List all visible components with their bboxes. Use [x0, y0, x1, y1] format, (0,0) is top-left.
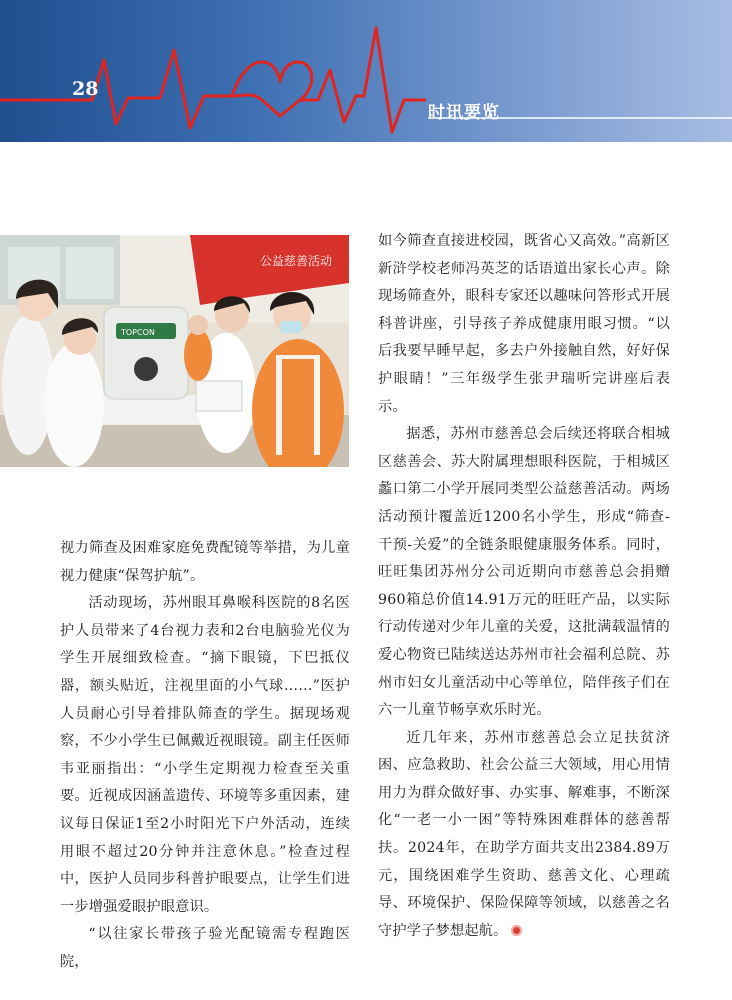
paragraph: 活动现场，苏州眼耳鼻喉科医院的8名医护人员带来了4台视力表和2台电脑验光仪为学生开展细致检查。“摘下眼镜，下巴抵仪器，额头贴近，注视里面的小气球……”医护人员耐心引导着排队筛查的学生。据现场观察，不少小学生已佩戴近视眼镜。副主任医师韦亚丽指出：“小学生定期视力检查至关重要。近视成因涵盖遗传、环境等多重因素，建议每日保证1至2小时阳光下户外活动，连续用眼不超过20分钟并注意休息。”检查过程中，医护人员同步科普护眼要点，让学生们进一步增强爱眼护眼意识。: [60, 595, 350, 915]
article-right-column: [378, 228, 670, 945]
paragraph: [378, 725, 670, 946]
paragraph: 视力筛查及困难家庭免费配镜等举措，为儿童视力健康“保驾护航”。: [60, 540, 350, 584]
paragraph: 据悉，苏州市慈善总会后续还将联合相城区慈善会、苏大附属理想眼科医院，于相城区蠡口第二小学开展同类型公益慈善活动。两场活动预计覆盖近1200名小学生，形成“筛查-干预-关爱”的全链条眼健康服务体系。同时，旺旺集团苏州分公司近期向市慈善总会捐赠960箱总价值14.91万元的旺旺产品，以实际行动传递对少年儿童的关爱，这批满载温情的爱心物资已陆续送达苏州市社会福利总院、苏州市妇女儿童活动中心等单位，陪伴孩子们在六一儿童节畅享欢乐时光。: [378, 426, 670, 719]
section-title: 时讯要览: [428, 103, 500, 123]
article-photo: [0, 235, 349, 467]
page-number: 28: [72, 78, 99, 100]
article-end-icon: [511, 925, 522, 936]
paragraph: 如今筛查直接进校园，既省心又高效。”高新区新浒学校老师冯英芝的话语道出家长心声。除现场筛查外，眼科专家还以趣味问答形式开展科普讲座，引导孩子养成健康用眼习惯。“以后我要早睡早起，多去户外接触自然，好好保护眼睛！”三年级学生张尹瑞听完讲座后表示。: [378, 233, 670, 415]
article-left-column: [60, 535, 350, 977]
paragraph: “以往家长带孩子验光配镜需专程跑医院，: [60, 926, 350, 970]
eye-screening-photo-icon: [0, 235, 349, 467]
device-brand: TOPCON: [121, 328, 155, 337]
paragraph-text: 近几年来，苏州市慈善总会立足扶贫济困、应急救助、社会公益三大领域，用心用情用力为群众做好事、办实事、解难事，不断深化“一老一小一困”等特殊困难群体的慈善帮扶。2024年，在助学方面共支出2384.89万元，围绕困难学生资助、慈善文化、心理疏导、环境保护、保险保障等领域，以慈善之名守护学子梦想起航。: [378, 729, 670, 939]
heartbeat-line-icon: [0, 0, 732, 142]
banner-text: 公益慈善活动: [260, 254, 333, 268]
header-banner: [0, 0, 732, 142]
